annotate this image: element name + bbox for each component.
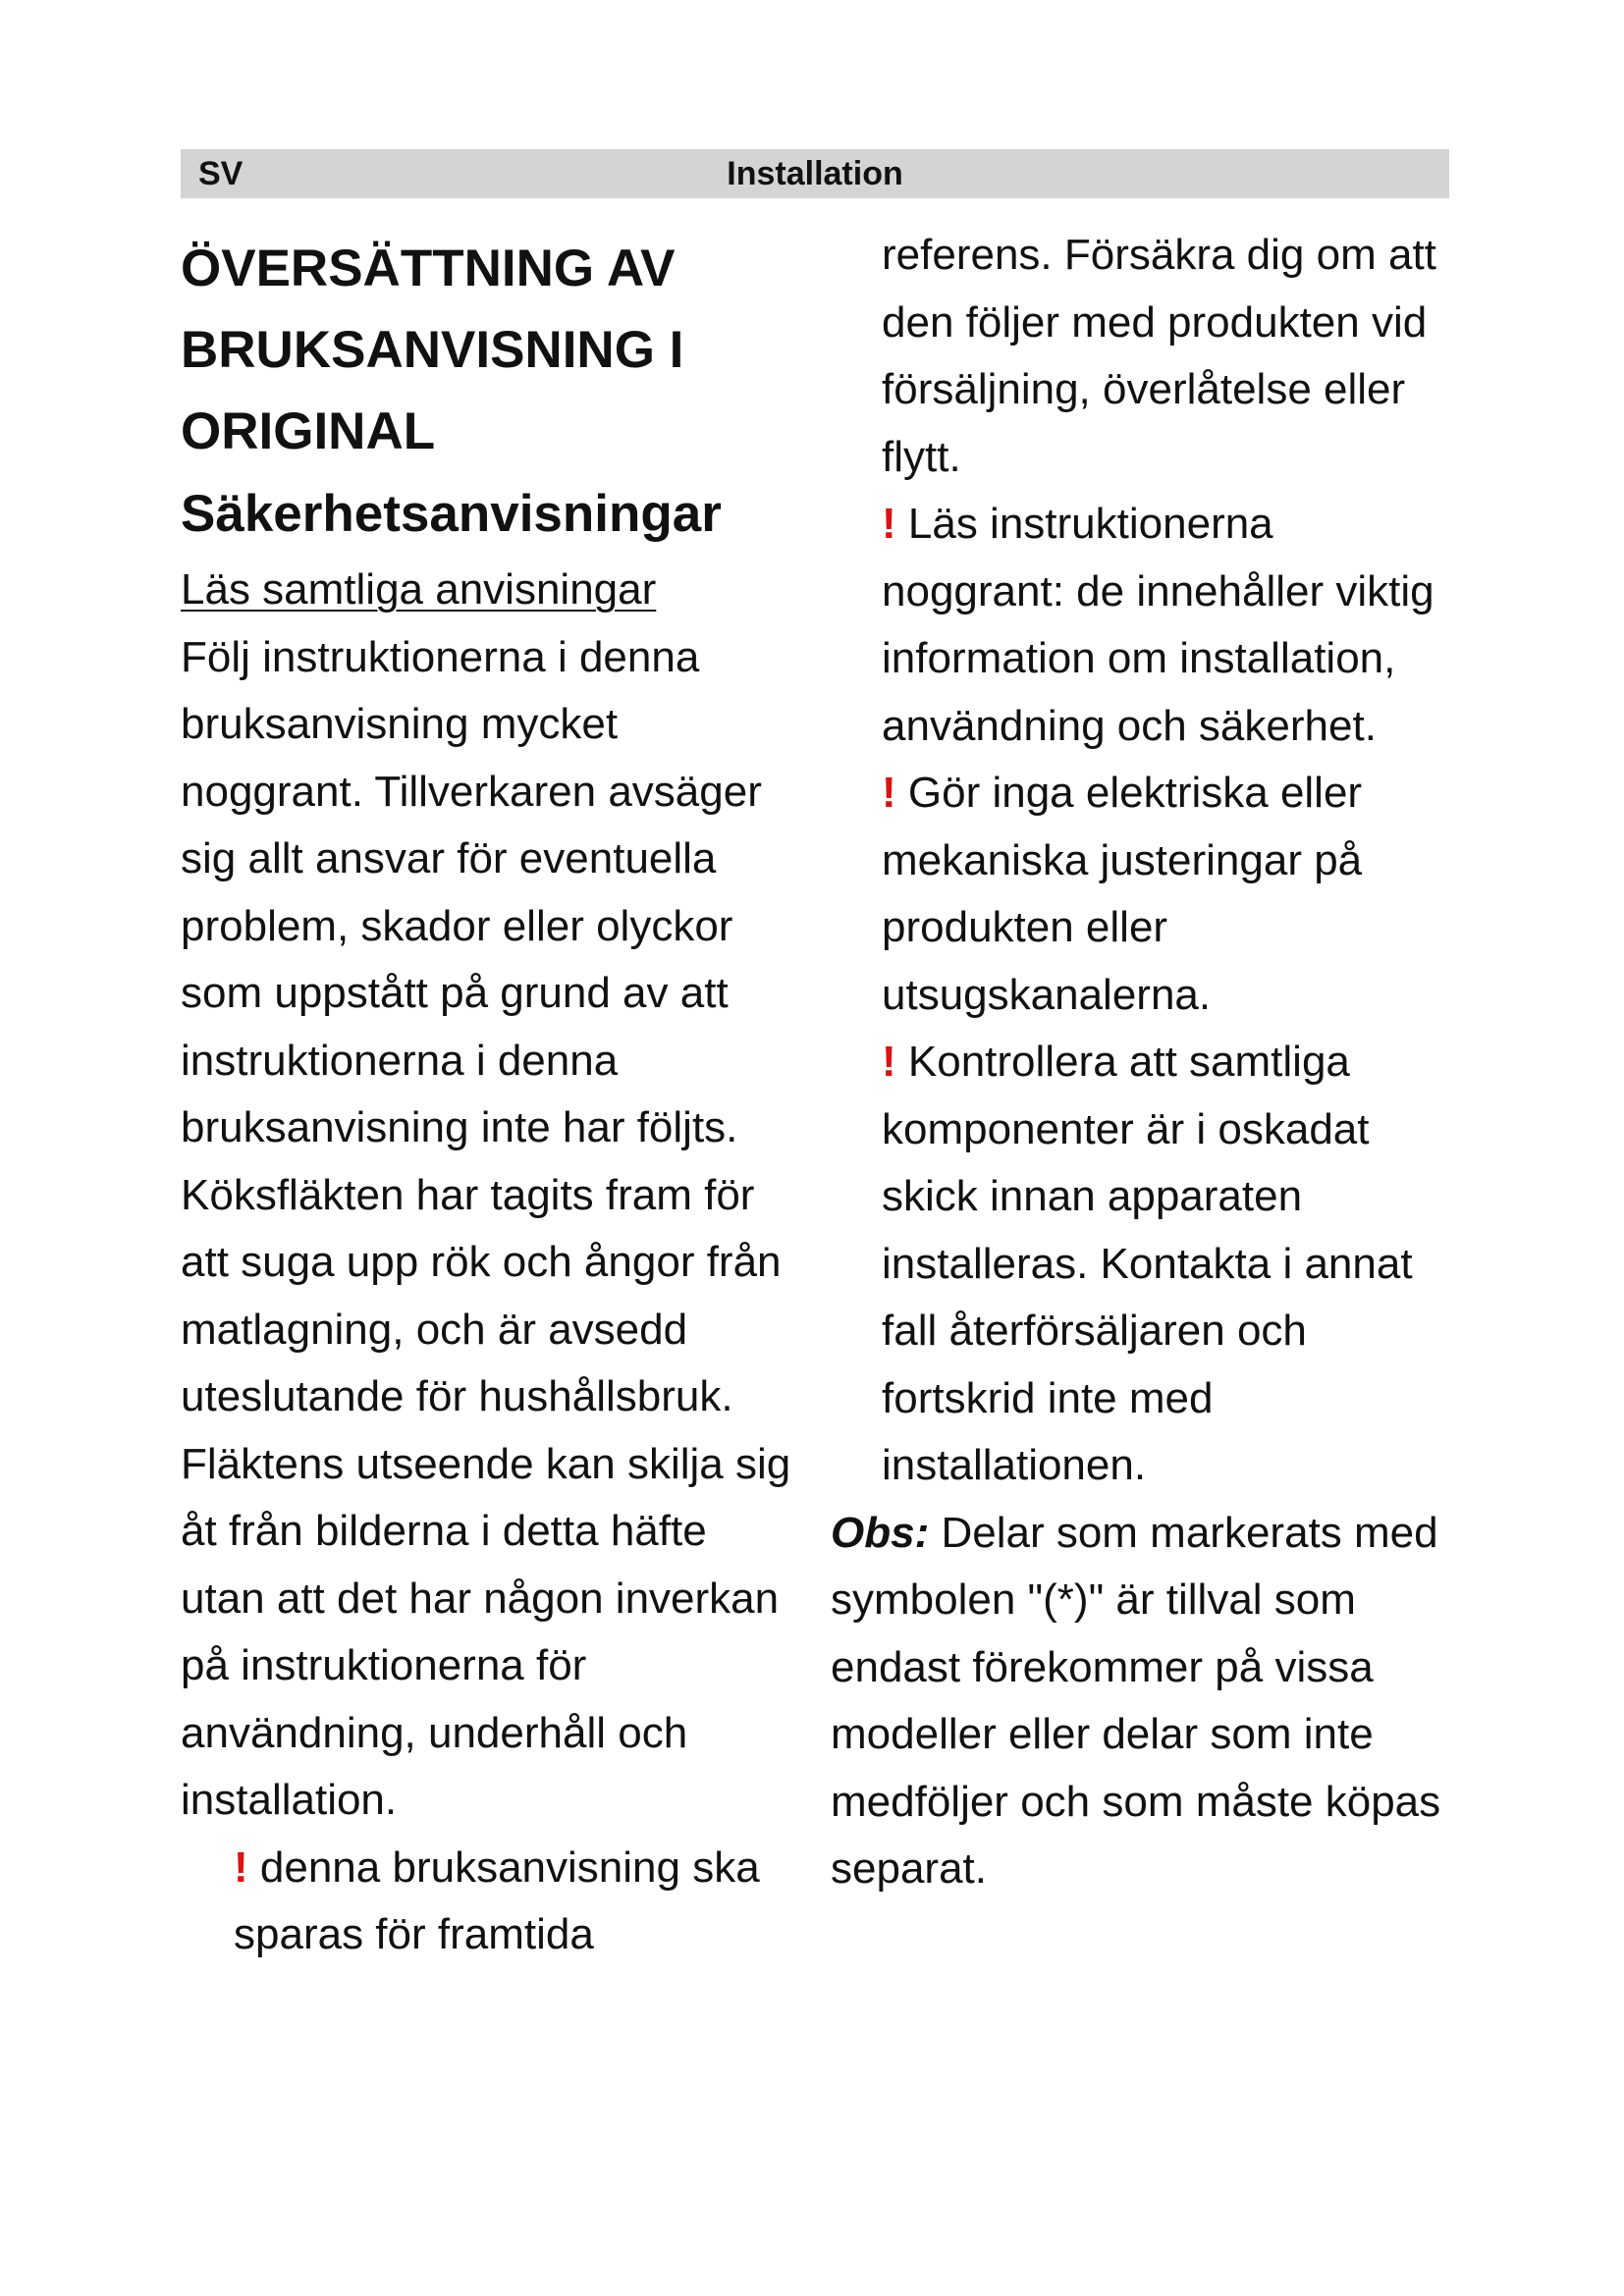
section-title: Installation	[727, 155, 903, 192]
warning-item-text: Kontrollera att samtliga komponenter är i oskadat skick innan apparaten installeras. Kontakta i annat fall återförsäljaren och fortskrid inte med installationen.	[882, 1038, 1413, 1489]
warning-item-read	[831, 491, 1459, 760]
warning-mark: !	[882, 1038, 896, 1086]
left-column	[181, 228, 799, 1969]
right-column	[831, 222, 1459, 1903]
warning-item-components	[831, 1029, 1459, 1500]
read-instructions-heading: Läs samtliga anvisningar	[181, 565, 657, 614]
obs-text: Delar som markerats med symbolen "(*)" är tillval som endast förekommer på vissa modeller eller delar som inte medföljer och som måste köpas separat.	[831, 1508, 1441, 1893]
warning-mark: !	[234, 1842, 248, 1892]
obs-label: Obs:	[831, 1508, 930, 1557]
warning-item-adjustments	[831, 760, 1459, 1029]
intro-paragraph: Följ instruktionerna i denna bruksanvisning mycket noggrant. Tillverkaren avsäger sig allt ansvar för eventuella problem, skador eller olyckor som uppstått på grund av att instruktionerna i denna bruksanvisning inte har följts. Köksfläkten har tagits fram för att suga upp rök och ångor från matlagning, och är avsedd uteslutande för hushållsbruk. Fläktens utseende kan skilja sig åt från bilderna i detta häfte utan att det har någon inverkan på instruktionerna för användning, underhåll och installation.	[181, 632, 791, 1824]
warning-item-text: Läs instruktionerna noggrant: de innehåller viktig information om installation, användning och säkerhet.	[882, 500, 1435, 750]
warning-mark: !	[882, 769, 896, 817]
safety-heading: Säkerhetsanvisningar	[181, 485, 722, 543]
warning-mark: !	[882, 500, 896, 548]
page-header	[181, 149, 1449, 198]
warning-item-text: Gör inga elektriska eller mekaniska justeringar på produkten eller utsugskanalerna.	[882, 769, 1363, 1019]
obs-note	[831, 1500, 1459, 1903]
language-code: SV	[198, 155, 244, 192]
keep-manual-continuation: referens. Försäkra dig om att den följer med produkten vid försäljning, överlåtelse eller flytt.	[882, 231, 1436, 481]
keep-manual-text: denna bruksanvisning ska sparas för framtida	[234, 1842, 760, 1958]
keep-manual-note	[181, 1835, 799, 1969]
document-title: ÖVERSÄTTNING AV BRUKSANVISNING I ORIGINAL	[181, 240, 684, 460]
